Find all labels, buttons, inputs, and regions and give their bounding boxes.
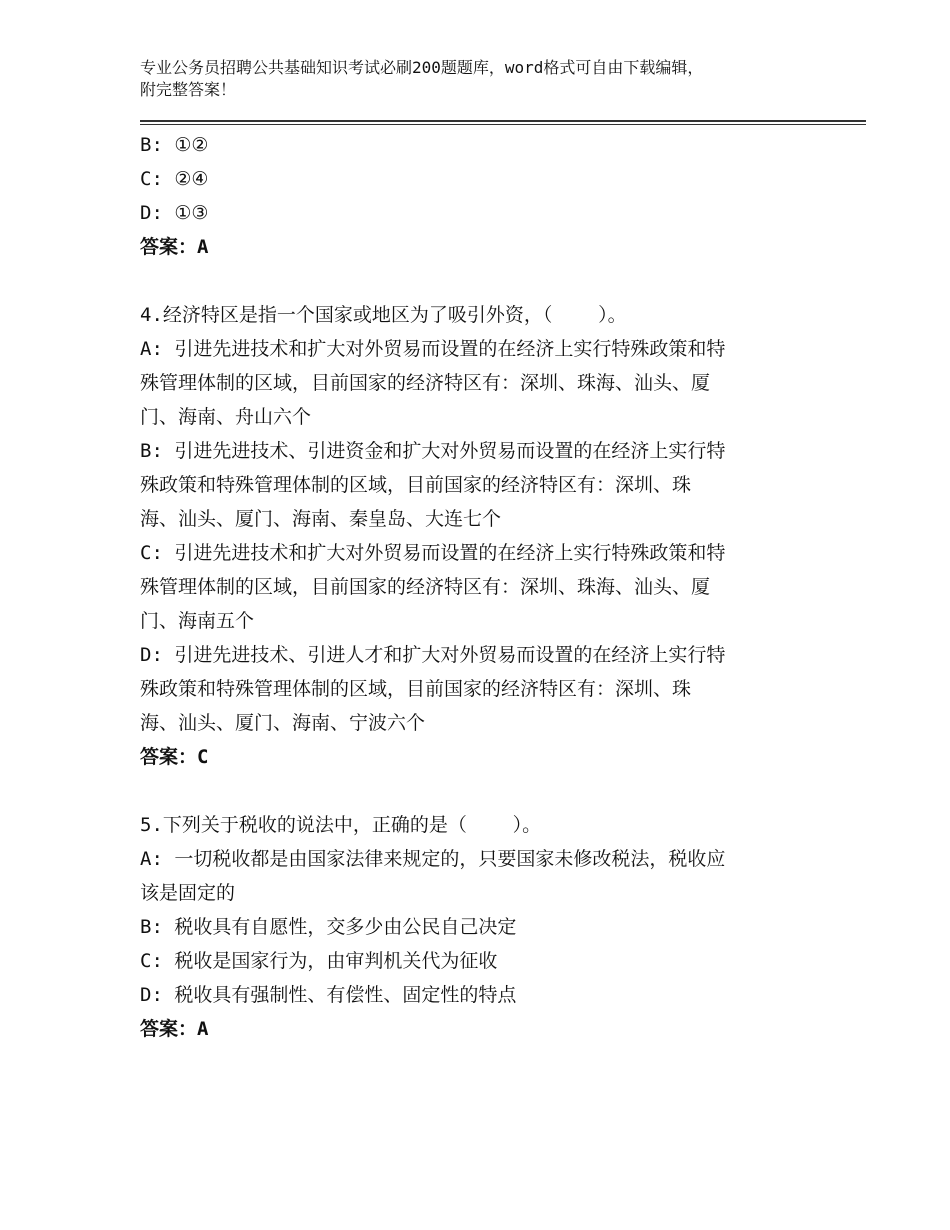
document-header bbox=[140, 57, 840, 101]
option-b-line-3: 海、汕头、厦门、海南、秦皇岛、大连七个 bbox=[140, 508, 502, 530]
header-line-1: 专业公务员招聘公共基础知识考试必刷200题题库，word格式可自由下载编辑， bbox=[140, 58, 704, 77]
header-line-2: 附完整答案！ bbox=[140, 80, 237, 99]
previous-question-block bbox=[140, 128, 820, 264]
option-a-line-1: A: 一切税收都是由国家法律来规定的，只要国家未修改税法，税收应 bbox=[140, 848, 726, 870]
question-5-block bbox=[140, 808, 820, 1046]
option-a-line-2: 该是固定的 bbox=[140, 882, 236, 904]
option-c-line-3: 门、海南五个 bbox=[140, 610, 255, 632]
option-a-line-3: 门、海南、舟山六个 bbox=[140, 406, 312, 428]
option-d-line-2: 殊政策和特殊管理体制的区域，目前国家的经济特区有：深圳、珠 bbox=[140, 678, 692, 700]
option-a-line-1: A: 引进先进技术和扩大对外贸易而设置的在经济上实行特殊政策和特 bbox=[140, 338, 726, 360]
option-d-line-3: 海、汕头、厦门、海南、宁波六个 bbox=[140, 712, 426, 734]
option-d-line-1: D: 引进先进技术、引进人才和扩大对外贸易而设置的在经济上实行特 bbox=[140, 644, 726, 666]
option-c-line-2: 殊管理体制的区域，目前国家的经济特区有：深圳、珠海、汕头、厦 bbox=[140, 576, 711, 598]
option-c: C: 税收是国家行为，由审判机关代为征收 bbox=[140, 950, 498, 972]
answer-line: 答案：C bbox=[140, 746, 209, 768]
option-b: B: 税收具有自愿性，交多少由公民自己决定 bbox=[140, 916, 517, 938]
question-stem: 4.经济特区是指一个国家或地区为了吸引外资，（ ）。 bbox=[140, 304, 627, 326]
header-rule-thick bbox=[140, 120, 866, 122]
option-d: D: ①③ bbox=[140, 202, 209, 224]
option-b-line-2: 殊政策和特殊管理体制的区域，目前国家的经济特区有：深圳、珠 bbox=[140, 474, 692, 496]
option-b-line-1: B: 引进先进技术、引进资金和扩大对外贸易而设置的在经济上实行特 bbox=[140, 440, 726, 462]
option-d: D: 税收具有强制性、有偿性、固定性的特点 bbox=[140, 984, 517, 1006]
header-rule-thin bbox=[140, 124, 866, 125]
option-c: C: ②④ bbox=[140, 168, 209, 190]
document-body bbox=[140, 128, 820, 1046]
question-4-block bbox=[140, 298, 820, 774]
spacer bbox=[140, 264, 820, 298]
option-a-line-2: 殊管理体制的区域，目前国家的经济特区有：深圳、珠海、汕头、厦 bbox=[140, 372, 711, 394]
spacer bbox=[140, 774, 820, 808]
answer-line: 答案：A bbox=[140, 1018, 209, 1040]
question-stem: 5.下列关于税收的说法中，正确的是（ ）。 bbox=[140, 814, 542, 836]
option-c-line-1: C: 引进先进技术和扩大对外贸易而设置的在经济上实行特殊政策和特 bbox=[140, 542, 726, 564]
option-b: B: ①② bbox=[140, 134, 209, 156]
answer-line: 答案：A bbox=[140, 236, 209, 258]
